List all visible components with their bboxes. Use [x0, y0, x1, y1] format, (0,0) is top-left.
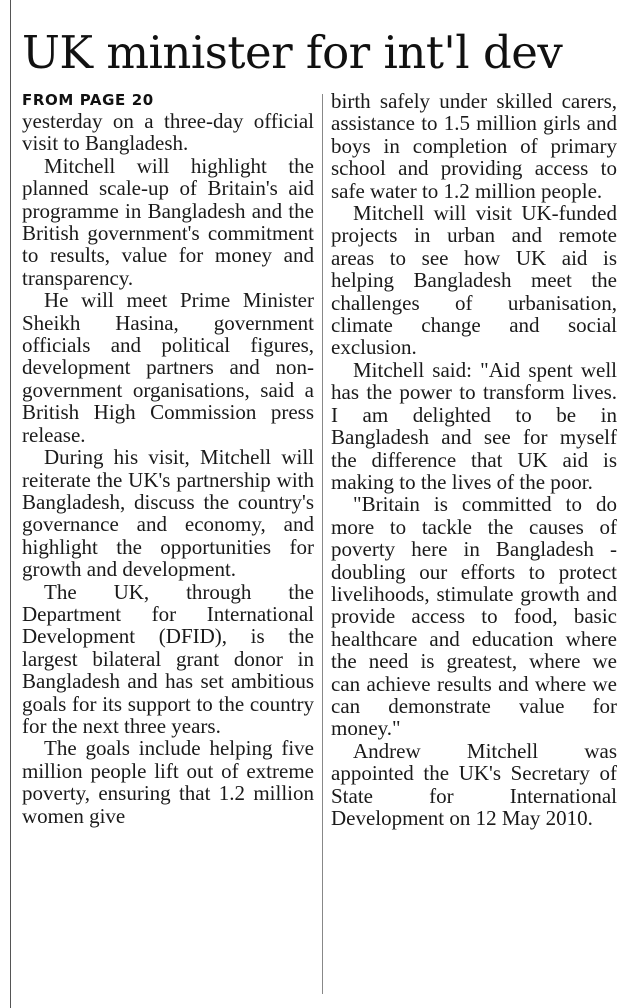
headline: UK minister for int'l dev	[22, 26, 563, 79]
paragraph: The goals include helping five million people lift out of extreme poverty, ensuring that 1.2 million women give	[22, 736, 314, 828]
paragraph: Mitchell said: "Aid spent well has the power to transform lives. I am delighted to be in Bangladesh and see for myself the difference that UK aid is making to the lives of the poor.	[331, 357, 617, 494]
paragraph: Andrew Mitchell was appointed the UK's Secretary of State for International Development on 12 May 2010.	[331, 738, 617, 830]
jump-label: FROM PAGE 20	[22, 91, 154, 109]
left-column-rule	[10, 0, 11, 1008]
paragraph: During his visit, Mitchell will reiterate the UK's partnership with Bangladesh, discuss the country's governance and economy, and highlight the opportunities for growth and development.	[22, 445, 314, 582]
paragraph: The UK, through the Department for International Development (DFID), is the largest bilateral grant donor in Bangladesh and has set ambitious goals for its support to the country for the next three years.	[22, 579, 314, 738]
right-column	[331, 90, 617, 829]
paragraph: yesterday on a three-day official visit to Bangladesh.	[22, 109, 314, 156]
paragraph: "Britain is committed to do more to tackle the causes of poverty here in Bangladesh - doubling our efforts to protect livelihoods, stimulate growth and provide access to food, basic healthcare and education where the need is greatest, where we can achieve results and where we can demonstrate value for money."	[331, 492, 617, 741]
paragraph: Mitchell will highlight the planned scale-up of Britain's aid programme in Bangladesh and the British government's commitment to results, value for money and transparency.	[22, 153, 314, 290]
column-divider	[322, 94, 323, 994]
paragraph: He will meet Prime Minister Sheikh Hasina, government officials and political figures, development partners and non-government organisations, said a British High Commission press release.	[22, 288, 314, 447]
left-column	[22, 90, 314, 827]
paragraph: birth safely under skilled carers, assistance to 1.5 million girls and boys in completion of primary school and providing access to safe water to 1.2 million people.	[331, 89, 617, 203]
paragraph: Mitchell will visit UK-funded projects in urban and remote areas to see how UK aid is helping Bangladesh meet the challenges of urbanisation, climate change and social exclusion.	[331, 201, 617, 360]
